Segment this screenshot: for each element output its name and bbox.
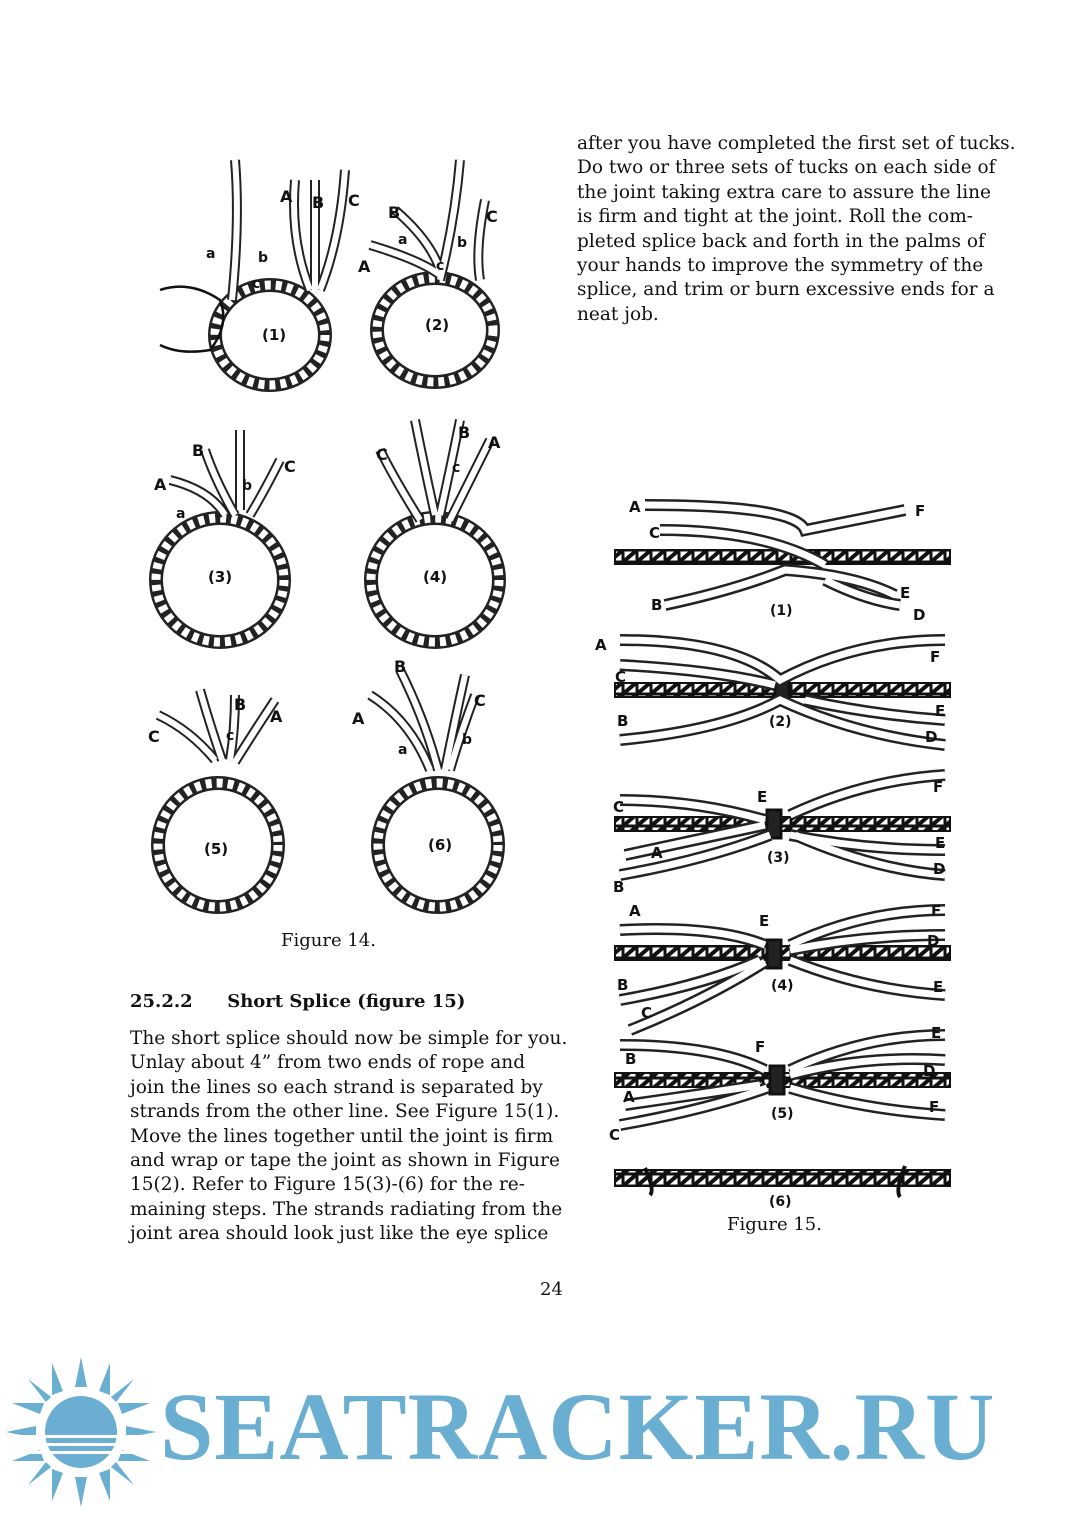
fig14-label: a: [176, 506, 186, 522]
fig14-label: A: [270, 707, 283, 726]
fig15-label: F: [933, 778, 944, 796]
watermark-text: SEATRACKER.RU: [160, 1373, 996, 1480]
fig15-panel-1: [615, 498, 950, 624]
fig15-panel-number: (1): [770, 603, 793, 619]
fig15-panel-3: [613, 775, 950, 896]
fig15-label: D: [933, 860, 946, 878]
fig15-label: E: [759, 912, 770, 930]
figure-15-caption: Figure 15.: [727, 1214, 822, 1235]
text-line: splice, and trim or burn excessive ends for a: [577, 279, 995, 301]
fig14-panel-4: [371, 420, 501, 642]
fig14-label: B: [394, 657, 407, 676]
text-line: The short splice should now be simple for you.: [130, 1028, 568, 1049]
section-title: Short Splice (figure 15): [227, 991, 466, 1012]
text-line: the joint taking extra care to assure the line: [577, 181, 991, 203]
section-heading: [130, 991, 465, 1012]
fig15-label: A: [623, 1088, 635, 1106]
fig14-label: C: [284, 457, 296, 476]
fig15-label: A: [629, 902, 641, 920]
text-line: Unlay about 4” from two ends of rope and: [130, 1052, 526, 1074]
fig14-label: C: [348, 191, 360, 210]
fig15-label: E: [900, 584, 911, 602]
fig14-panel-2: [358, 160, 498, 382]
text-line: maining steps. The strands radiating from the: [130, 1198, 563, 1220]
fig15-label: E: [931, 1024, 942, 1042]
fig15-panel-number: (3): [767, 850, 790, 866]
short-splice-paragraph: [130, 1027, 568, 1247]
fig15-label: B: [651, 596, 663, 614]
figure-14-caption: Figure 14.: [281, 930, 376, 951]
fig15-panel-number: (6): [769, 1194, 792, 1210]
fig14-panel-number: (1): [262, 326, 287, 344]
fig15-label: D: [923, 1062, 936, 1080]
continuation-paragraph: [577, 132, 1016, 327]
fig14-label: C: [376, 445, 388, 464]
fig15-label: F: [930, 648, 941, 666]
fig14-label: A: [280, 187, 293, 206]
text-line: is firm and tight at the joint. Roll the com-: [577, 206, 973, 228]
figure-14-illustration: [140, 150, 520, 920]
fig14-label: a: [398, 232, 408, 248]
fig14-panel-number: (4): [423, 568, 448, 586]
fig14-label: a: [206, 246, 216, 262]
fig14-panel-number: (5): [204, 840, 229, 858]
fig15-label: D: [913, 606, 926, 624]
text-line: your hands to improve the symmetry of the: [577, 255, 984, 277]
text-line: neat job.: [577, 303, 659, 325]
fig14-label: b: [462, 732, 473, 748]
fig14-label: C: [148, 727, 160, 746]
figure-15-illustration: [595, 490, 955, 1210]
sun-logo-icon: [6, 1357, 156, 1507]
fig14-panel-number: (6): [428, 836, 453, 854]
fig14-label: A: [488, 433, 501, 452]
text-line: Move the lines together until the joint is firm: [130, 1125, 554, 1147]
watermark: [0, 1355, 1080, 1515]
fig14-label: A: [154, 475, 167, 494]
fig14-label: B: [388, 203, 401, 222]
text-line: join the lines so each strand is separated by: [130, 1076, 543, 1098]
fig14-label: c: [226, 728, 235, 744]
fig14-label: b: [258, 250, 269, 266]
fig15-panel-5: [609, 1024, 950, 1144]
text-line: and wrap or tape the joint as shown in Figure: [130, 1150, 560, 1172]
text-line: strands from the other line. See Figure 15(1).: [130, 1101, 560, 1123]
fig14-label: B: [192, 441, 205, 460]
fig15-label: C: [649, 524, 661, 542]
fig14-label: c: [252, 276, 261, 292]
text-line: pleted splice back and forth in the palms of: [577, 230, 985, 252]
fig15-label: F: [929, 1098, 940, 1116]
fig15-label: B: [617, 712, 629, 730]
fig15-panel-6: [615, 1166, 950, 1210]
fig14-panel-1: [160, 160, 360, 385]
section-number: 25.2.2: [130, 991, 193, 1012]
text-line: joint area should look just like the eye splice: [130, 1223, 549, 1245]
fig15-label: D: [927, 932, 940, 950]
fig14-panel-5: [148, 690, 283, 907]
fig15-panel-number: (4): [771, 978, 794, 994]
fig14-label: B: [312, 193, 325, 212]
fig15-label: B: [625, 1050, 637, 1068]
fig14-panel-3: [154, 430, 296, 642]
fig14-panel-number: (2): [425, 316, 450, 334]
fig15-label: C: [641, 1004, 653, 1022]
fig15-label: F: [755, 1038, 766, 1056]
fig14-panel-6: [352, 657, 498, 907]
fig14-label: C: [486, 207, 498, 226]
fig15-label: A: [651, 844, 663, 862]
fig15-label: B: [617, 976, 629, 994]
fig14-label: c: [436, 258, 445, 274]
text-line: 15(2). Refer to Figure 15(3)-(6) for the re-: [130, 1174, 525, 1196]
fig14-label: b: [242, 478, 253, 494]
fig14-label: B: [234, 695, 247, 714]
fig15-panel-number: (5): [771, 1106, 794, 1122]
fig14-label: A: [358, 257, 371, 276]
fig15-label: E: [935, 702, 946, 720]
text-line: Do two or three sets of tucks on each side of: [577, 157, 996, 179]
fig15-label: C: [615, 668, 627, 686]
fig15-panel-2: [595, 636, 950, 746]
text-line: after you have completed the first set of tucks.: [577, 133, 1016, 154]
fig14-label: C: [474, 691, 486, 710]
fig14-label: A: [352, 709, 365, 728]
fig15-label: C: [609, 1126, 621, 1144]
fig15-label: E: [933, 978, 944, 996]
fig15-label: E: [757, 788, 768, 806]
fig15-label: A: [595, 636, 607, 654]
fig15-label: F: [915, 502, 926, 520]
fig14-panel-number: (3): [208, 568, 233, 586]
fig14-label: c: [452, 460, 461, 476]
fig14-label: b: [457, 235, 468, 251]
fig15-panel-number: (2): [769, 714, 792, 730]
page-number: 24: [540, 1279, 563, 1300]
fig15-label: E: [935, 834, 946, 852]
fig15-label: D: [925, 728, 938, 746]
fig15-label: C: [613, 798, 625, 816]
fig15-label: F: [931, 902, 942, 920]
fig14-label: a: [398, 742, 408, 758]
fig15-label: A: [629, 498, 641, 516]
fig15-label: B: [613, 878, 625, 896]
fig15-panel-4: [615, 902, 950, 1030]
fig14-label: B: [458, 423, 471, 442]
